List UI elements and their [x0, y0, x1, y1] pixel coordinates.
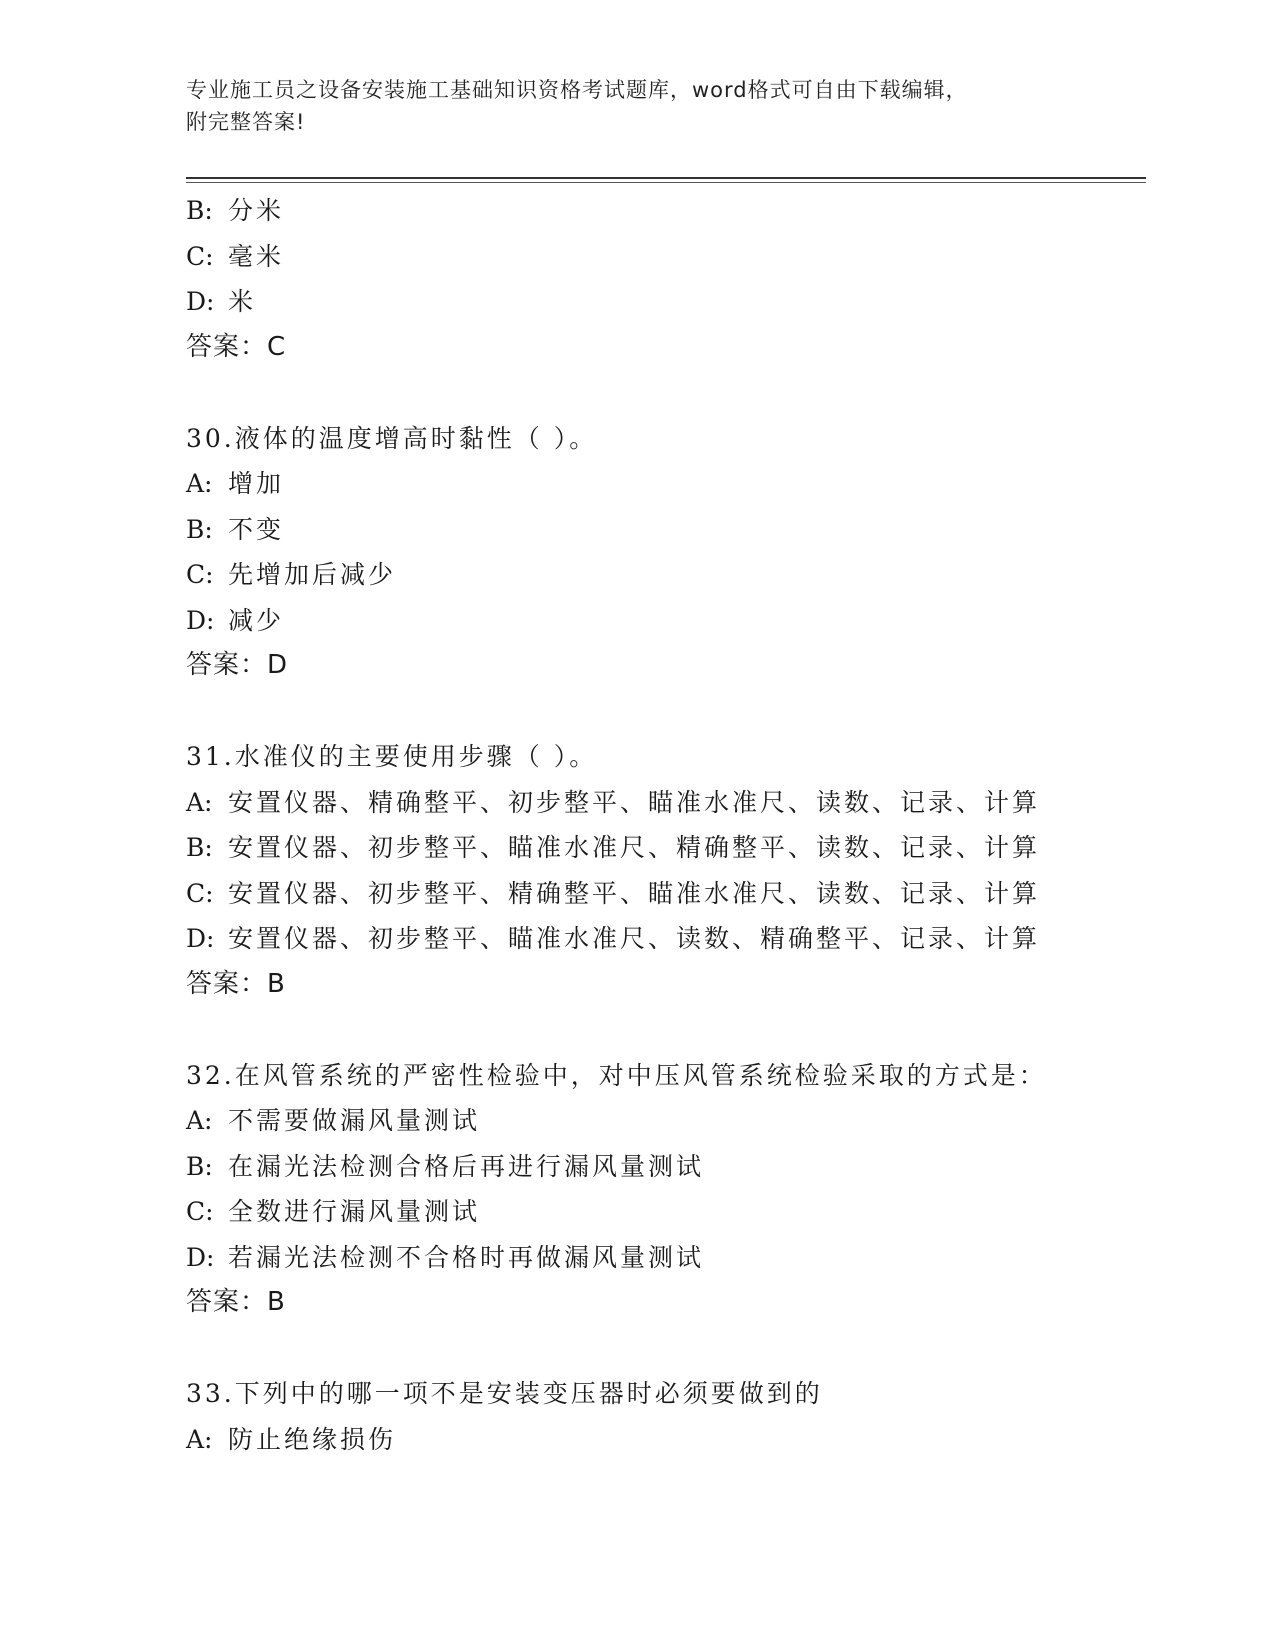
option-label: C:	[186, 878, 214, 908]
header-divider-thin	[186, 182, 1146, 183]
option-label: D:	[186, 605, 215, 635]
header-line-2: 附完整答案!	[186, 110, 306, 134]
option-label: B:	[186, 514, 213, 544]
option-text: 安置仪器、精确整平、初步整平、瞄准水准尺、读数、记录、计算	[228, 787, 1041, 817]
block-spacer	[186, 1326, 1146, 1372]
option-text: 安置仪器、初步整平、精确整平、瞄准水准尺、读数、记录、计算	[228, 878, 1041, 908]
option-text: 不变	[228, 514, 285, 544]
option-text: 不需要做漏风量测试	[228, 1106, 481, 1135]
question-list	[186, 188, 1146, 1462]
answer-option	[186, 188, 1146, 234]
option-label: C:	[186, 560, 214, 589]
option-label: C:	[186, 241, 214, 271]
option-text: 全数进行漏风量测试	[228, 1197, 481, 1226]
option-text: 先增加后减少	[228, 560, 397, 589]
header-divider-thick	[186, 177, 1146, 179]
question-block	[186, 416, 1146, 735]
option-text: 安置仪器、初步整平、瞄准水准尺、精确整平、读数、记录、计算	[228, 833, 1041, 862]
answer-key: 答案：B	[186, 968, 286, 999]
question-block	[186, 188, 1146, 416]
option-text: 毫米	[228, 241, 285, 271]
answer-option	[186, 1189, 1146, 1235]
option-text: 米	[228, 287, 257, 316]
answer-option	[186, 461, 1146, 507]
option-label: B:	[186, 1151, 213, 1181]
answer-key: 答案：B	[186, 1287, 286, 1317]
header-line-1: 专业施工员之设备安装施工基础知识资格考试题库，word格式可自由下载编辑，	[186, 78, 968, 102]
option-text: 增加	[228, 469, 285, 498]
question-block	[186, 1371, 1146, 1462]
option-text: 防止绝缘损伤	[228, 1424, 397, 1454]
question-text: 33.下列中的哪一项不是安装变压器时必须要做到的	[186, 1379, 823, 1408]
option-text: 在漏光法检测合格后再进行漏风量测试	[228, 1151, 705, 1181]
question-text: 31.水准仪的主要使用步骤（ ）。	[186, 742, 598, 771]
answer-option	[186, 507, 1146, 553]
option-label: D:	[186, 1242, 215, 1272]
option-text: 若漏光法检测不合格时再做漏风量测试	[228, 1242, 705, 1272]
option-label: B:	[186, 196, 213, 225]
document-header	[186, 74, 1066, 138]
answer-option	[186, 780, 1146, 826]
option-label: D:	[186, 924, 215, 953]
option-label: A:	[186, 787, 213, 817]
option-label: A:	[186, 1424, 213, 1454]
option-label: B:	[186, 833, 213, 862]
answer-option	[186, 916, 1146, 962]
answer-option	[186, 552, 1146, 598]
option-text: 安置仪器、初步整平、瞄准水准尺、读数、精确整平、记录、计算	[228, 924, 1041, 953]
block-spacer	[186, 689, 1146, 735]
block-spacer	[186, 370, 1146, 416]
answer-option	[186, 1098, 1146, 1144]
answer-option	[186, 598, 1146, 644]
option-text: 减少	[228, 605, 285, 635]
answer-option	[186, 1144, 1146, 1190]
question-text: 32.在风管系统的严密性检验中，对中压风管系统检验采取的方式是：	[186, 1060, 1047, 1090]
answer-option	[186, 825, 1146, 871]
answer-option	[186, 279, 1146, 325]
block-spacer	[186, 1007, 1146, 1053]
option-label: A:	[186, 469, 213, 498]
question-block	[186, 1053, 1146, 1372]
answer-option	[186, 871, 1146, 917]
answer-option	[186, 1417, 1146, 1463]
question-text: 30.液体的温度增高时黏性（ ）。	[186, 423, 598, 453]
answer-option	[186, 1235, 1146, 1281]
option-label: C:	[186, 1197, 214, 1226]
option-label: A:	[186, 1106, 213, 1135]
question-block	[186, 734, 1146, 1053]
option-label: D:	[186, 287, 215, 316]
answer-key: 答案：D	[186, 650, 289, 680]
option-text: 分米	[228, 196, 285, 225]
answer-key: 答案：C	[186, 331, 287, 362]
answer-option	[186, 234, 1146, 280]
